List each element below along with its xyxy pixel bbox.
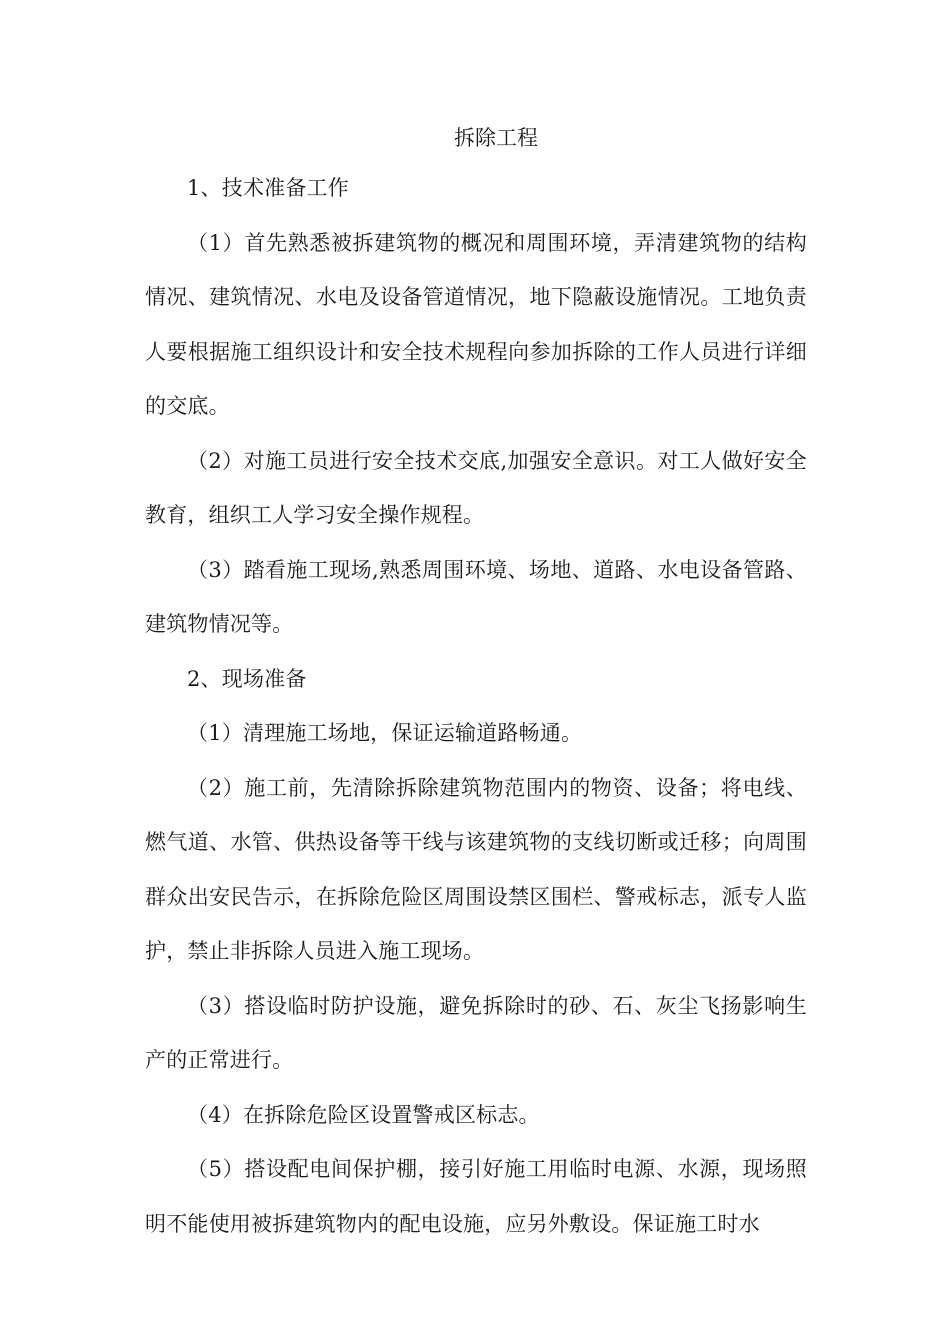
paragraph: （3）踏看施工现场,熟悉周围环境、场地、道路、水电设备管路、建筑物情况等。: [145, 557, 807, 636]
paragraph: （4）在拆除危险区设置警戒区标志。: [187, 1102, 540, 1127]
paragraph: （2）对施工员进行安全技术交底,加强安全意识。对工人做好安全教育，组织工人学习安全操作规程。: [145, 448, 807, 527]
document-title: 拆除工程: [454, 126, 538, 150]
paragraph: （1）首先熟悉被拆建筑物的概况和周围环境，弄清建筑物的结构情况、建筑情况、水电及设备管道情况，地下隐蔽设施情况。工地负责人要根据施工组织设计和安全技术规程向参加拆除的工作人员进行详细的交底。: [145, 230, 807, 418]
section-heading-technical-prep: 1、技术准备工作: [187, 176, 349, 200]
section-heading-site-prep: 2、现场准备: [187, 666, 307, 691]
paragraph: （2）施工前，先清除拆除建筑物范围内的物资、设备；将电线、燃气道、水管、供热设备等干线与该建筑物的支线切断或迁移；向周围群众出安民告示，在拆除危险区周围设禁区围栏、警戒标志，派专人监护，禁止非拆除人员进入施工现场。: [145, 775, 807, 963]
paragraph: （5）搭设配电间保护棚，接引好施工用临时电源、水源，现场照明不能使用被拆建筑物内的配电设施，应另外敷设。保证施工时水: [145, 1157, 807, 1236]
document-page: [145, 118, 807, 1251]
paragraph: （1）清理施工场地，保证运输道路畅通。: [187, 721, 583, 745]
paragraph: （3）搭设临时防护设施，避免拆除时的砂、石、灰尘飞扬影响生产的正常进行。: [145, 993, 807, 1072]
